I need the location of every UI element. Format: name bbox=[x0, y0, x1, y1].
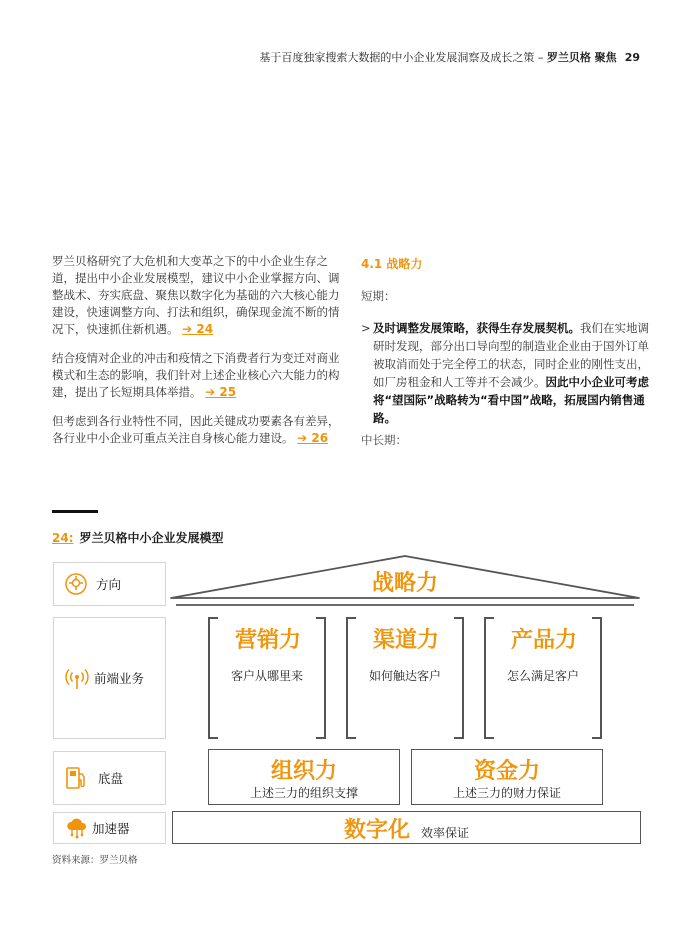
bullet-item bbox=[373, 319, 650, 427]
pillar-2-desc: 如何触达客户 bbox=[369, 669, 442, 683]
cloud-network-icon bbox=[64, 816, 90, 844]
foundation-title: 数字化 bbox=[343, 818, 410, 843]
figure-title-text: 罗兰贝格中小企业发展模型 bbox=[79, 531, 224, 545]
base-capital-box bbox=[411, 749, 603, 805]
report-title: 基于百度独家搜索大数据的中小企业发展洞察及成长之策 bbox=[259, 51, 535, 64]
paragraph-1 bbox=[52, 253, 344, 338]
signal-tower-icon bbox=[64, 665, 90, 695]
pillar-3-title: 产品力 bbox=[510, 628, 577, 653]
roof-title: 战略力 bbox=[371, 571, 438, 596]
pillar-2-title: 渠道力 bbox=[372, 628, 439, 653]
row-label-direction: 方向 bbox=[96, 577, 122, 592]
foundation-box bbox=[172, 811, 641, 844]
source-note: 资料来源：罗兰贝格 bbox=[52, 855, 138, 866]
paragraph-2-text: 结合疫情对企业的冲击和疫情之下消费者行为变迁对商业模式和生态的影响，我们针对上述企业核心六大能力的构建，提出了长短期具体举措。 bbox=[52, 351, 340, 399]
pillar-1-desc: 客户从哪里来 bbox=[231, 669, 304, 683]
base-capital-title: 资金力 bbox=[473, 759, 540, 784]
link-exhibit-26[interactable]: ➔ 26 bbox=[297, 431, 329, 445]
row-label-chassis: 底盘 bbox=[98, 771, 124, 786]
row-label-accelerator: 加速器 bbox=[92, 821, 130, 836]
paragraph-3 bbox=[52, 413, 344, 447]
base-organization-desc: 上述三力的组织支撑 bbox=[249, 786, 358, 800]
short-term-label: 短期： bbox=[361, 289, 396, 303]
header-dash: – bbox=[534, 51, 547, 64]
pillar-1-title: 营销力 bbox=[234, 628, 301, 653]
mid-long-term-label: 中长期： bbox=[361, 433, 407, 447]
bullet-marker: > bbox=[361, 321, 371, 335]
foundation-content bbox=[173, 813, 640, 844]
figure-title bbox=[52, 529, 224, 546]
base-capital-desc: 上述三力的财力保证 bbox=[452, 786, 561, 800]
row-front-business bbox=[53, 617, 166, 739]
link-exhibit-25[interactable]: ➔ 25 bbox=[205, 385, 237, 399]
foundation-desc: 效率保证 bbox=[421, 826, 470, 840]
bullet-bold-conclusion: 因此中小企业可考虑将“望国际”战略转为“看中国”战略，拓展国内销售通路。 bbox=[373, 375, 649, 425]
section-heading: 4.1 战略力 bbox=[361, 257, 423, 271]
page-number: 29 bbox=[624, 51, 640, 64]
page-header bbox=[259, 49, 640, 65]
paragraph-3-text: 但考虑到各行业特性不同，因此关键成功要素各有差异，各行业中小企业可重点关注自身核心能力建设。 bbox=[52, 414, 340, 445]
row-chassis bbox=[53, 751, 166, 805]
paragraph-1-text: 罗兰贝格研究了大危机和大变革之下的中小企业生存之道，提出中小企业发展模型，建议中小企业掌握方向、调整战术、夯实底盘、聚焦以数字化为基础的六大核心能力建设，快速调整方向、打法和组织，确保现金流不断的情况下，快速抓住新机遇。 bbox=[52, 254, 340, 336]
pillar-3-desc: 怎么满足客户 bbox=[507, 669, 580, 683]
link-exhibit-24[interactable]: ➔ 24 bbox=[182, 322, 214, 336]
row-accelerator bbox=[53, 812, 166, 844]
row-direction bbox=[53, 562, 166, 606]
paragraph-2 bbox=[52, 350, 344, 401]
bullet-bold-lead: 及时调整发展策略，获得生存发展契机。 bbox=[373, 321, 580, 335]
header-brand: 罗兰贝格 聚焦 bbox=[546, 51, 617, 64]
bullet-body: 我们在实地调研时发现，部分出口导向型的制造业企业由于国外订单被取消而处于完全停工的状态，同时企业的刚性支出，如厂房租金和人工等并不会减少。 bbox=[373, 321, 649, 389]
section-rule bbox=[52, 510, 98, 513]
fuel-pump-icon bbox=[64, 765, 88, 795]
base-organization-title: 组织力 bbox=[270, 759, 337, 784]
base-organization-box bbox=[208, 749, 400, 805]
row-label-front-business: 前端业务 bbox=[94, 671, 145, 686]
compass-head-icon bbox=[64, 572, 88, 600]
figure-number: 24: bbox=[52, 531, 74, 545]
